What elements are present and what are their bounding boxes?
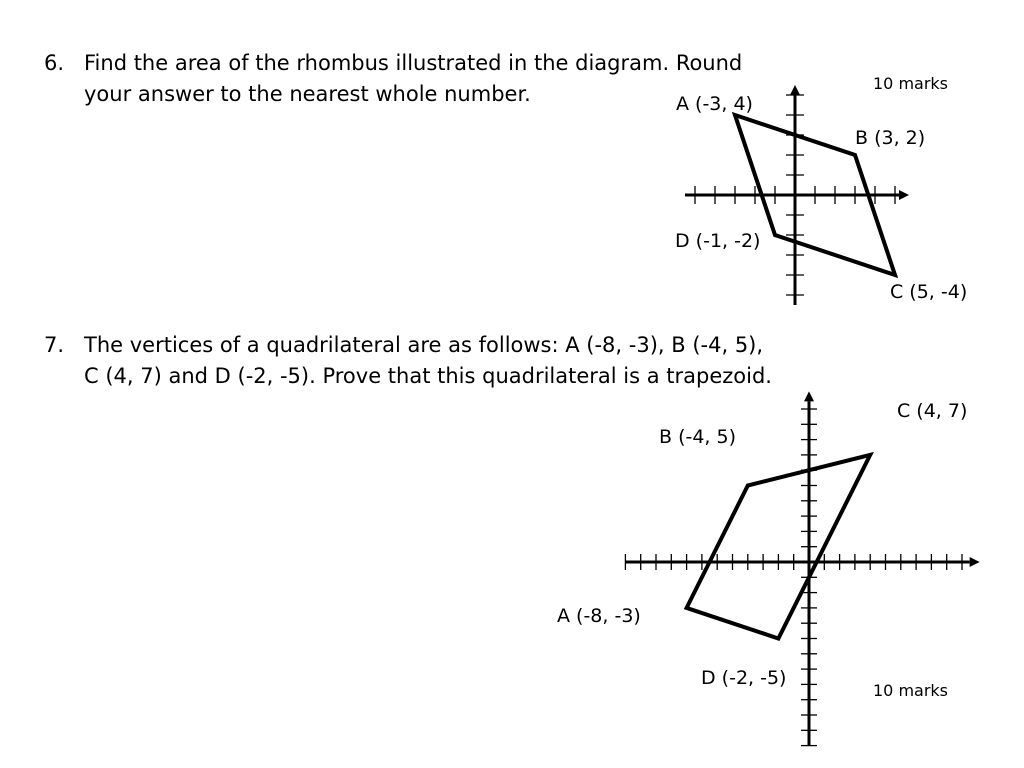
vertex-label-c-q6: C (5, -4)	[890, 281, 968, 303]
x-axis-arrow	[970, 557, 980, 567]
y-axis-arrow	[804, 391, 814, 401]
question-7-number: 7.	[44, 333, 65, 357]
vertex-label-d-q6: D (-1, -2)	[675, 230, 761, 252]
vertex-label-b-q6: B (3, 2)	[855, 127, 926, 149]
question-6-text-line-1: Find the area of the rhombus illustrated in the diagram. Round	[84, 51, 743, 75]
question-6-marks: 10 marks	[873, 74, 949, 93]
question-7-text-line-1: The vertices of a quadrilateral are as follows: A (-8, -3), B (-4, 5),	[84, 333, 764, 357]
question-6-number: 6.	[44, 51, 65, 75]
trapezoid-shape	[687, 455, 871, 639]
vertex-label-a-q7: A (-8, -3)	[557, 605, 641, 627]
question-7-marks: 10 marks	[873, 681, 949, 700]
vertex-label-a-q6: A (-3, 4)	[676, 93, 753, 115]
question-7-text-line-2: C (4, 7) and D (-2, -5). Prove that this quadrilateral is a trapezoid.	[84, 364, 772, 388]
vertex-label-c-q7: C (4, 7)	[897, 400, 968, 422]
question-6-text-line-2: your answer to the nearest whole number.	[84, 82, 531, 106]
vertex-label-b-q7: B (-4, 5)	[659, 426, 737, 448]
vertex-label-d-q7: D (-2, -5)	[701, 667, 787, 689]
